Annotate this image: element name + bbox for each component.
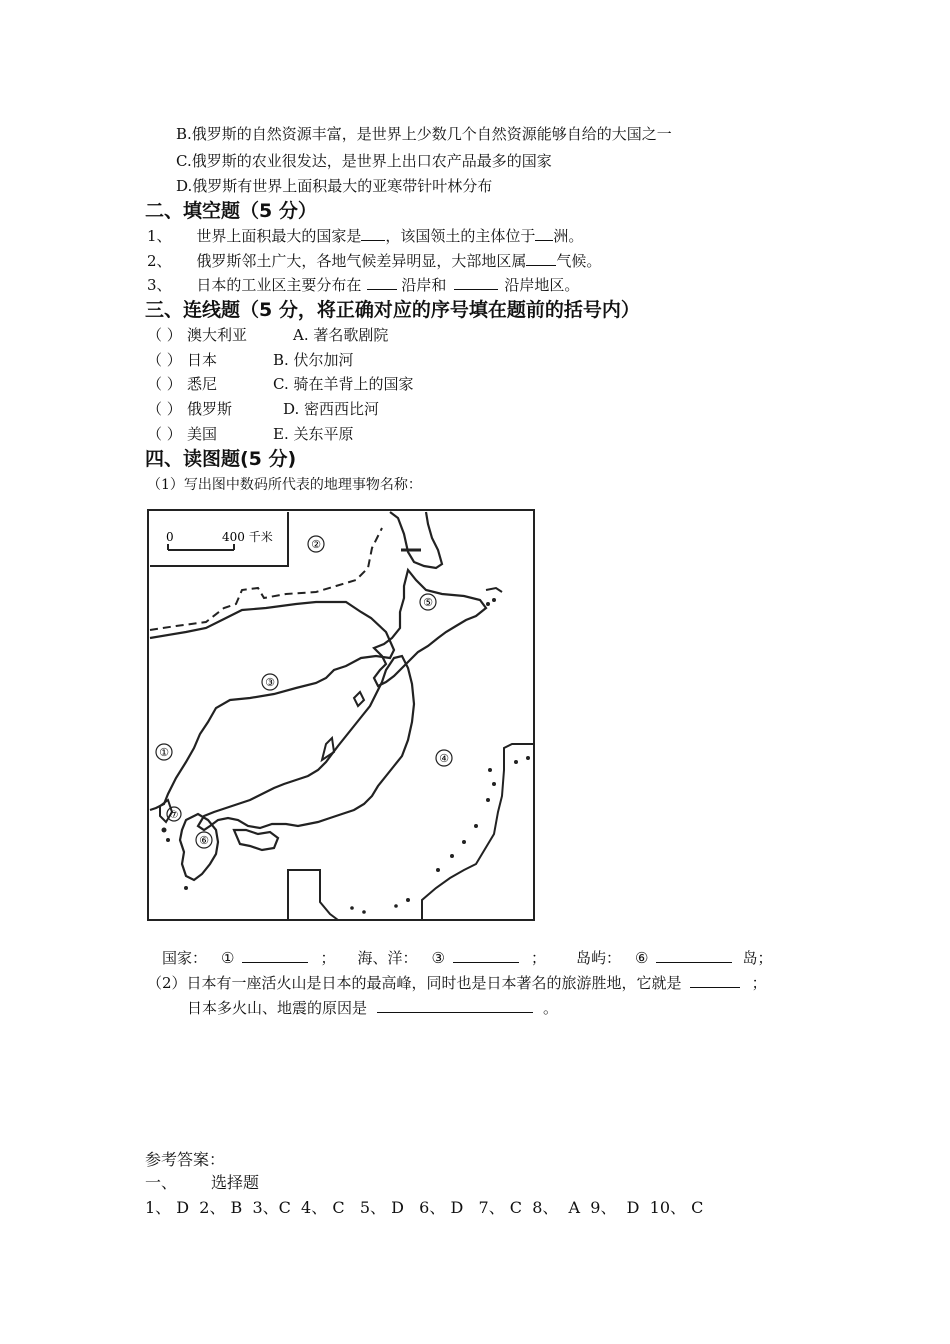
country-label: 国家：: [162, 949, 208, 967]
choice-option-c: C.俄罗斯的农业很发达，是世界上出口农产品最多的国家: [176, 152, 552, 170]
island-suffix: 岛；: [742, 949, 773, 967]
section-title-map-reading: 四、读图题(5 分): [145, 448, 297, 470]
sea-label: 海、洋：: [357, 949, 418, 967]
choice-option-b: B.俄罗斯的自然资源丰富，是世界上少数几个自然资源能够自给的大国之一: [176, 125, 672, 143]
question-text: 日本多火山、地震的原因是: [187, 999, 368, 1017]
map-frame: [148, 510, 534, 920]
match-right-item: B. 伏尔加河: [273, 351, 354, 369]
question-text: 气候。: [556, 252, 602, 270]
question-text: ，该国领土的主体位于: [385, 227, 536, 245]
map-question-prompt: （1）写出图中数码所代表的地理事物名称：: [147, 477, 422, 493]
separator: 。: [543, 999, 559, 1017]
section-label: 选择题: [211, 1173, 260, 1192]
section-title-fill-blank: 二、填空题（5 分）: [145, 200, 317, 222]
match-left-item: 澳大利亚: [187, 326, 248, 344]
section-title-matching: 三、连线题（5 分，将正确对应的序号填在题前的括号内）: [145, 299, 640, 321]
matching-row: [147, 424, 354, 444]
question-text: 俄罗斯邻土广大，各地气候差异明显，大部地区属: [196, 252, 527, 270]
sea-number: ③: [431, 949, 445, 967]
answer-blank[interactable]: [361, 226, 385, 241]
scale-zero: 0: [166, 530, 174, 544]
island-answer-blank[interactable]: [656, 948, 732, 963]
country-answer-blank[interactable]: [242, 948, 308, 963]
answer-parentheses[interactable]: （ ）: [147, 326, 182, 344]
svg-text:③: ③: [265, 676, 275, 689]
answer-parentheses[interactable]: （ ）: [147, 425, 182, 443]
svg-text:⑦: ⑦: [169, 810, 179, 821]
answer-parentheses[interactable]: （ ）: [147, 400, 182, 418]
match-left-item: 美国: [187, 425, 218, 443]
fill-question-2: [147, 251, 601, 271]
svg-text:⑥: ⑥: [199, 834, 209, 847]
section-number: 一、: [145, 1173, 178, 1192]
choice-option-d: D.俄罗斯有世界上面积最大的亚寒带针叶林分布: [176, 177, 493, 195]
island-label: 岛屿：: [575, 949, 621, 967]
answers-title: 参考答案：: [145, 1150, 226, 1169]
answers-list: 1、 D 2、 B 3、C 4、 C 5、 D 6、 D 7、 C 8、 A 9、 D 10、 C: [145, 1198, 704, 1217]
volcano-question: [147, 973, 767, 993]
question-text: 日本的工业区主要分布在: [196, 276, 362, 294]
answer-parentheses[interactable]: （ ）: [147, 351, 182, 369]
question-text: 世界上面积最大的国家是: [196, 227, 362, 245]
svg-text:②: ②: [311, 538, 321, 551]
fill-question-3: [147, 275, 579, 295]
reason-answer-blank[interactable]: [377, 998, 533, 1013]
question-number: 3、: [147, 276, 172, 294]
volcano-reason-question: [187, 998, 558, 1018]
question-text: 洲。: [553, 227, 584, 245]
svg-text:④: ④: [439, 752, 449, 765]
svg-text:①: ①: [159, 746, 169, 759]
question-number: 1、: [147, 227, 172, 245]
answer-blank[interactable]: [526, 251, 556, 266]
map-fill-line: [162, 948, 772, 968]
svg-text:⑤: ⑤: [423, 596, 433, 609]
scale-label: 400 千米: [222, 530, 273, 544]
volcano-answer-blank[interactable]: [690, 973, 740, 988]
separator: ；: [751, 974, 767, 992]
match-left-item: 俄罗斯: [187, 400, 233, 418]
answer-blank[interactable]: [535, 226, 553, 241]
sea-answer-blank[interactable]: [453, 948, 519, 963]
match-right-item: D. 密西西比河: [283, 400, 380, 418]
match-left-item: 悉尼: [187, 375, 218, 393]
matching-row: [147, 325, 388, 345]
country-number: ①: [221, 949, 235, 967]
matching-row: [147, 374, 413, 394]
answer-blank[interactable]: [367, 275, 397, 290]
match-right-item: A. 著名歌剧院: [293, 326, 389, 344]
japan-map: [146, 508, 536, 922]
question-text: 沿岸和: [401, 276, 447, 294]
matching-row: [147, 399, 379, 419]
question-number: 2、: [147, 252, 172, 270]
match-right-item: C. 骑在羊背上的国家: [273, 375, 414, 393]
question-text: 沿岸地区。: [504, 276, 580, 294]
separator: ；: [530, 949, 546, 967]
question-text: （2）日本有一座活火山是日本的最高峰，同时也是日本著名的旅游胜地，它就是: [147, 974, 682, 992]
matching-row: [147, 350, 354, 370]
separator: ；: [320, 949, 336, 967]
answer-parentheses[interactable]: （ ）: [147, 375, 182, 393]
answers-section: [145, 1172, 259, 1194]
answer-blank[interactable]: [454, 275, 498, 290]
match-left-item: 日本: [187, 351, 218, 369]
island-number: ⑥: [634, 949, 649, 967]
fill-question-1: [147, 226, 583, 246]
match-right-item: E. 关东平原: [273, 425, 354, 443]
